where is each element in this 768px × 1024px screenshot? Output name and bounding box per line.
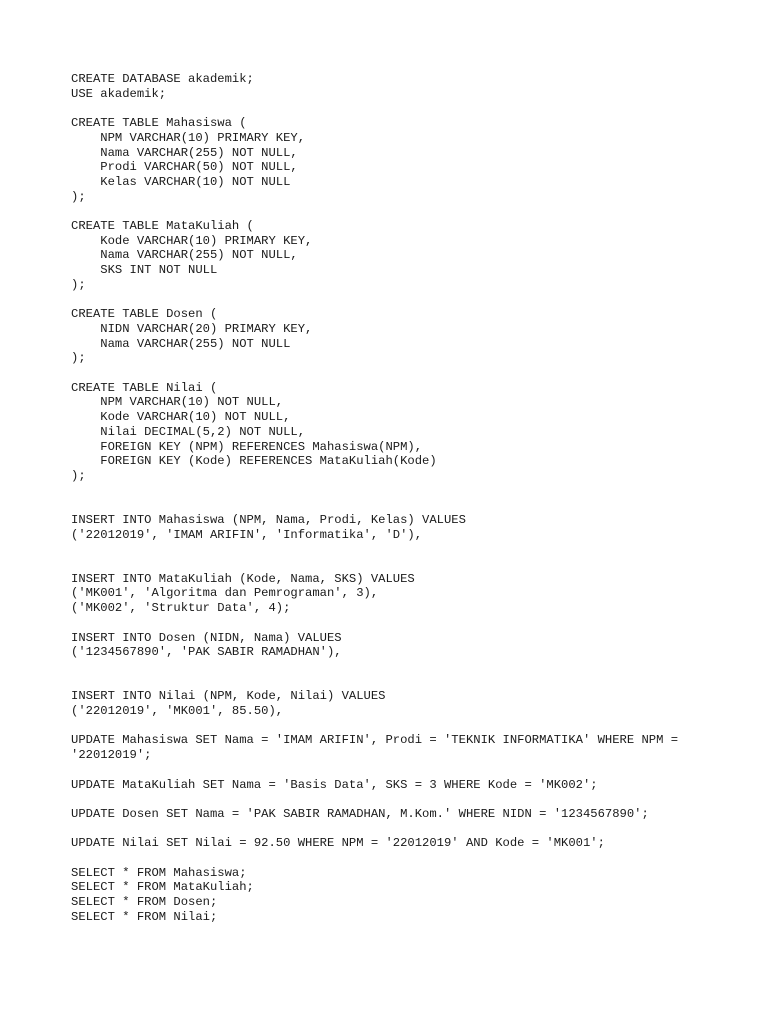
code-line: SELECT * FROM Dosen; (71, 895, 218, 910)
code-line: Prodi VARCHAR(50) NOT NULL, (71, 160, 298, 175)
blank-line (71, 101, 751, 116)
code-line: UPDATE MataKuliah SET Nama = 'Basis Data', SKS = 3 WHERE Kode = 'MK002'; (71, 777, 598, 792)
blank-line (71, 763, 751, 778)
code-line: INSERT INTO Mahasiswa (NPM, Nama, Prodi, Kelas) VALUES (71, 513, 466, 527)
blank-line (71, 366, 751, 381)
code-line: FOREIGN KEY (NPM) REFERENCES Mahasiswa(NPM), (71, 439, 423, 454)
code-line: CREATE TABLE Nilai ( (71, 380, 218, 395)
code-line: NIDN VARCHAR(20) PRIMARY KEY, (71, 321, 313, 336)
code-line: CREATE DATABASE akademik; (71, 72, 254, 86)
blank-line (71, 675, 751, 690)
code-line: CREATE TABLE Mahasiswa ( (71, 116, 247, 131)
code-line: Nama VARCHAR(255) NOT NULL, (71, 248, 298, 263)
code-line: SELECT * FROM Mahasiswa; (71, 865, 247, 880)
code-line: Kode VARCHAR(10) PRIMARY KEY, (71, 233, 313, 248)
code-line: ); (71, 189, 86, 204)
blank-line (71, 851, 751, 866)
blank-line (71, 498, 751, 513)
code-line: Nilai DECIMAL(5,2) NOT NULL, (71, 424, 306, 439)
blank-line (71, 557, 751, 572)
code-line: ); (71, 468, 86, 483)
code-line: ('1234567890', 'PAK SABIR RAMADHAN'), (71, 645, 342, 660)
code-line: ); (71, 351, 86, 366)
code-line: INSERT INTO Dosen (NIDN, Nama) VALUES (71, 630, 342, 645)
code-line: Nama VARCHAR(255) NOT NULL, (71, 145, 298, 160)
code-line: SKS INT NOT NULL (71, 263, 218, 278)
code-line: CREATE TABLE Dosen ( (71, 307, 218, 322)
code-line: FOREIGN KEY (Kode) REFERENCES MataKuliah(Kode) (71, 454, 437, 469)
blank-line (71, 484, 751, 499)
blank-line (71, 719, 751, 734)
code-line: INSERT INTO MataKuliah (Kode, Nama, SKS) VALUES (71, 571, 415, 586)
blank-line (71, 293, 751, 308)
code-line: UPDATE Dosen SET Nama = 'PAK SABIR RAMADHAN, M.Kom.' WHERE NIDN = '1234567890'; (71, 806, 649, 821)
code-line: Nama VARCHAR(255) NOT NULL (71, 336, 291, 351)
code-line: INSERT INTO Nilai (NPM, Kode, Nilai) VALUES (71, 689, 386, 704)
blank-line (71, 792, 751, 807)
code-line: UPDATE Mahasiswa SET Nama = 'IMAM ARIFIN', Prodi = 'TEKNIK INFORMATIKA' WHERE NPM = (71, 733, 679, 748)
blank-line (71, 204, 751, 219)
code-line: SELECT * FROM MataKuliah; (71, 880, 254, 895)
code-line: Kelas VARCHAR(10) NOT NULL (71, 174, 291, 189)
code-line: ('22012019', 'MK001', 85.50), (71, 704, 284, 719)
code-line: SELECT * FROM Nilai; (71, 909, 218, 924)
code-line: '22012019'; (71, 748, 152, 763)
blank-line (71, 616, 751, 631)
blank-line (71, 660, 751, 675)
code-line: USE akademik; (71, 86, 167, 101)
code-line: UPDATE Nilai SET Nilai = 92.50 WHERE NPM = '22012019' AND Kode = 'MK001'; (71, 836, 605, 851)
code-line: NPM VARCHAR(10) NOT NULL, (71, 395, 284, 410)
code-line: NPM VARCHAR(10) PRIMARY KEY, (71, 130, 306, 145)
code-line: CREATE TABLE MataKuliah ( (71, 219, 254, 233)
code-line: ('MK002', 'Struktur Data', 4); (71, 601, 291, 616)
sql-document (71, 72, 751, 925)
code-line: ('MK001', 'Algoritma dan Pemrograman', 3), (71, 586, 379, 601)
code-line: ); (71, 277, 86, 292)
blank-line (71, 822, 751, 837)
blank-line (71, 542, 751, 557)
code-line: Kode VARCHAR(10) NOT NULL, (71, 410, 291, 425)
code-line: ('22012019', 'IMAM ARIFIN', 'Informatika', 'D'), (71, 527, 423, 542)
